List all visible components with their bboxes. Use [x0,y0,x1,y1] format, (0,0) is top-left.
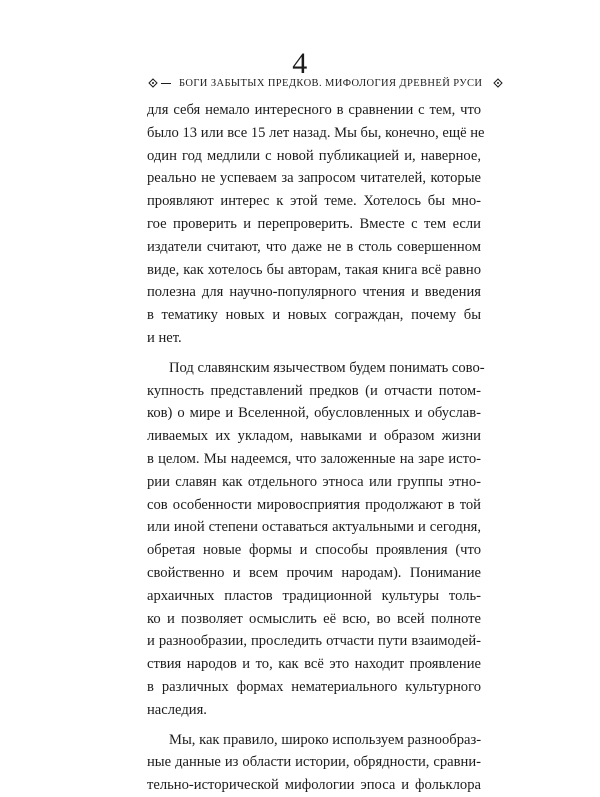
paragraph-gap [147,350,481,357]
text-line: купность представлений предков (и отчасти потом- [147,382,481,399]
text-line: было 13 или все 15 лет назад. Мы бы, конечно, ещё не [147,124,485,141]
ornament-right-icon [492,77,504,89]
text-line: в различных формах нематериального культурного [147,678,481,695]
text-line: ные данные из области истории, обрядности, сравни- [147,754,481,771]
text-line: полезна для научно-популярного чтения и введения [147,284,481,301]
paragraph [147,357,485,722]
paragraph-gap [147,722,481,729]
text-line: наследия. [147,701,207,718]
text-line: тельно-исторической мифологии эпоса и фольклора [147,777,481,794]
text-line: в тематику новых и новых сограждан, почему бы [147,307,481,324]
text-line: виде, как хотелось бы авторам, такая книга всё равно [147,261,481,278]
text-line: ливаемых их укладом, навыками и образом жизни [147,428,481,445]
body-text [147,99,485,797]
text-line: проявляют интерес к этой теме. Хотелось бы мно- [147,193,481,210]
text-line: ко и позволяет осмыслить её всю, во всей полноте [147,610,481,627]
text-line: или иной степени оставаться актуальными и сегодня, [147,519,481,536]
page-number: 4 [292,47,308,80]
text-line: Под славянским язычеством будем понимать сово- [169,359,485,376]
text-line: ков) о мире и Вселенной, обусловленных и обуслав- [147,405,481,422]
text-line: и разнообразии, проследить отчасти пути взаимодей- [147,633,481,650]
text-line: гое проверить и перепроверить. Вместе с тем если [147,215,481,232]
ornament-left-icon [147,77,159,89]
text-line: рии славян как отдельного этноса или группы этно- [147,473,481,490]
paragraph [147,729,481,797]
text-line: свойственно и всем прочим народам). Понимание [147,564,481,581]
text-line: издатели считают, что даже не в столь совершенном [147,238,481,255]
text-line: и нет. [147,329,182,346]
running-title: БОГИ ЗАБЫТЫХ ПРЕДКОВ. МИФОЛОГИЯ ДРЕВНЕЙ РУСИ [179,77,483,89]
running-head [147,76,481,90]
rule-left [161,83,171,84]
text-line: архаичных пластов традиционной культуры толь- [147,587,481,604]
text-line: один год медлили с новой публикацией и, наверное, [147,147,481,164]
text-line: для себя немало интересного в сравнении с тем, что [147,102,481,118]
text-line: ствия народов и то, как всё это находит проявление [147,656,481,673]
text-line: Мы, как правило, широко используем разнообраз- [169,731,482,748]
paragraph [147,99,485,350]
text-line: реально не успеваем за запросом читателей, которые [147,170,481,187]
text-line: обретая новые формы и способы проявления (что [147,542,481,559]
text-line: в целом. Мы надеемся, что заложенные на заре исто- [147,450,481,467]
text-line: сов особенности мировосприятия продолжают в той [147,496,481,513]
